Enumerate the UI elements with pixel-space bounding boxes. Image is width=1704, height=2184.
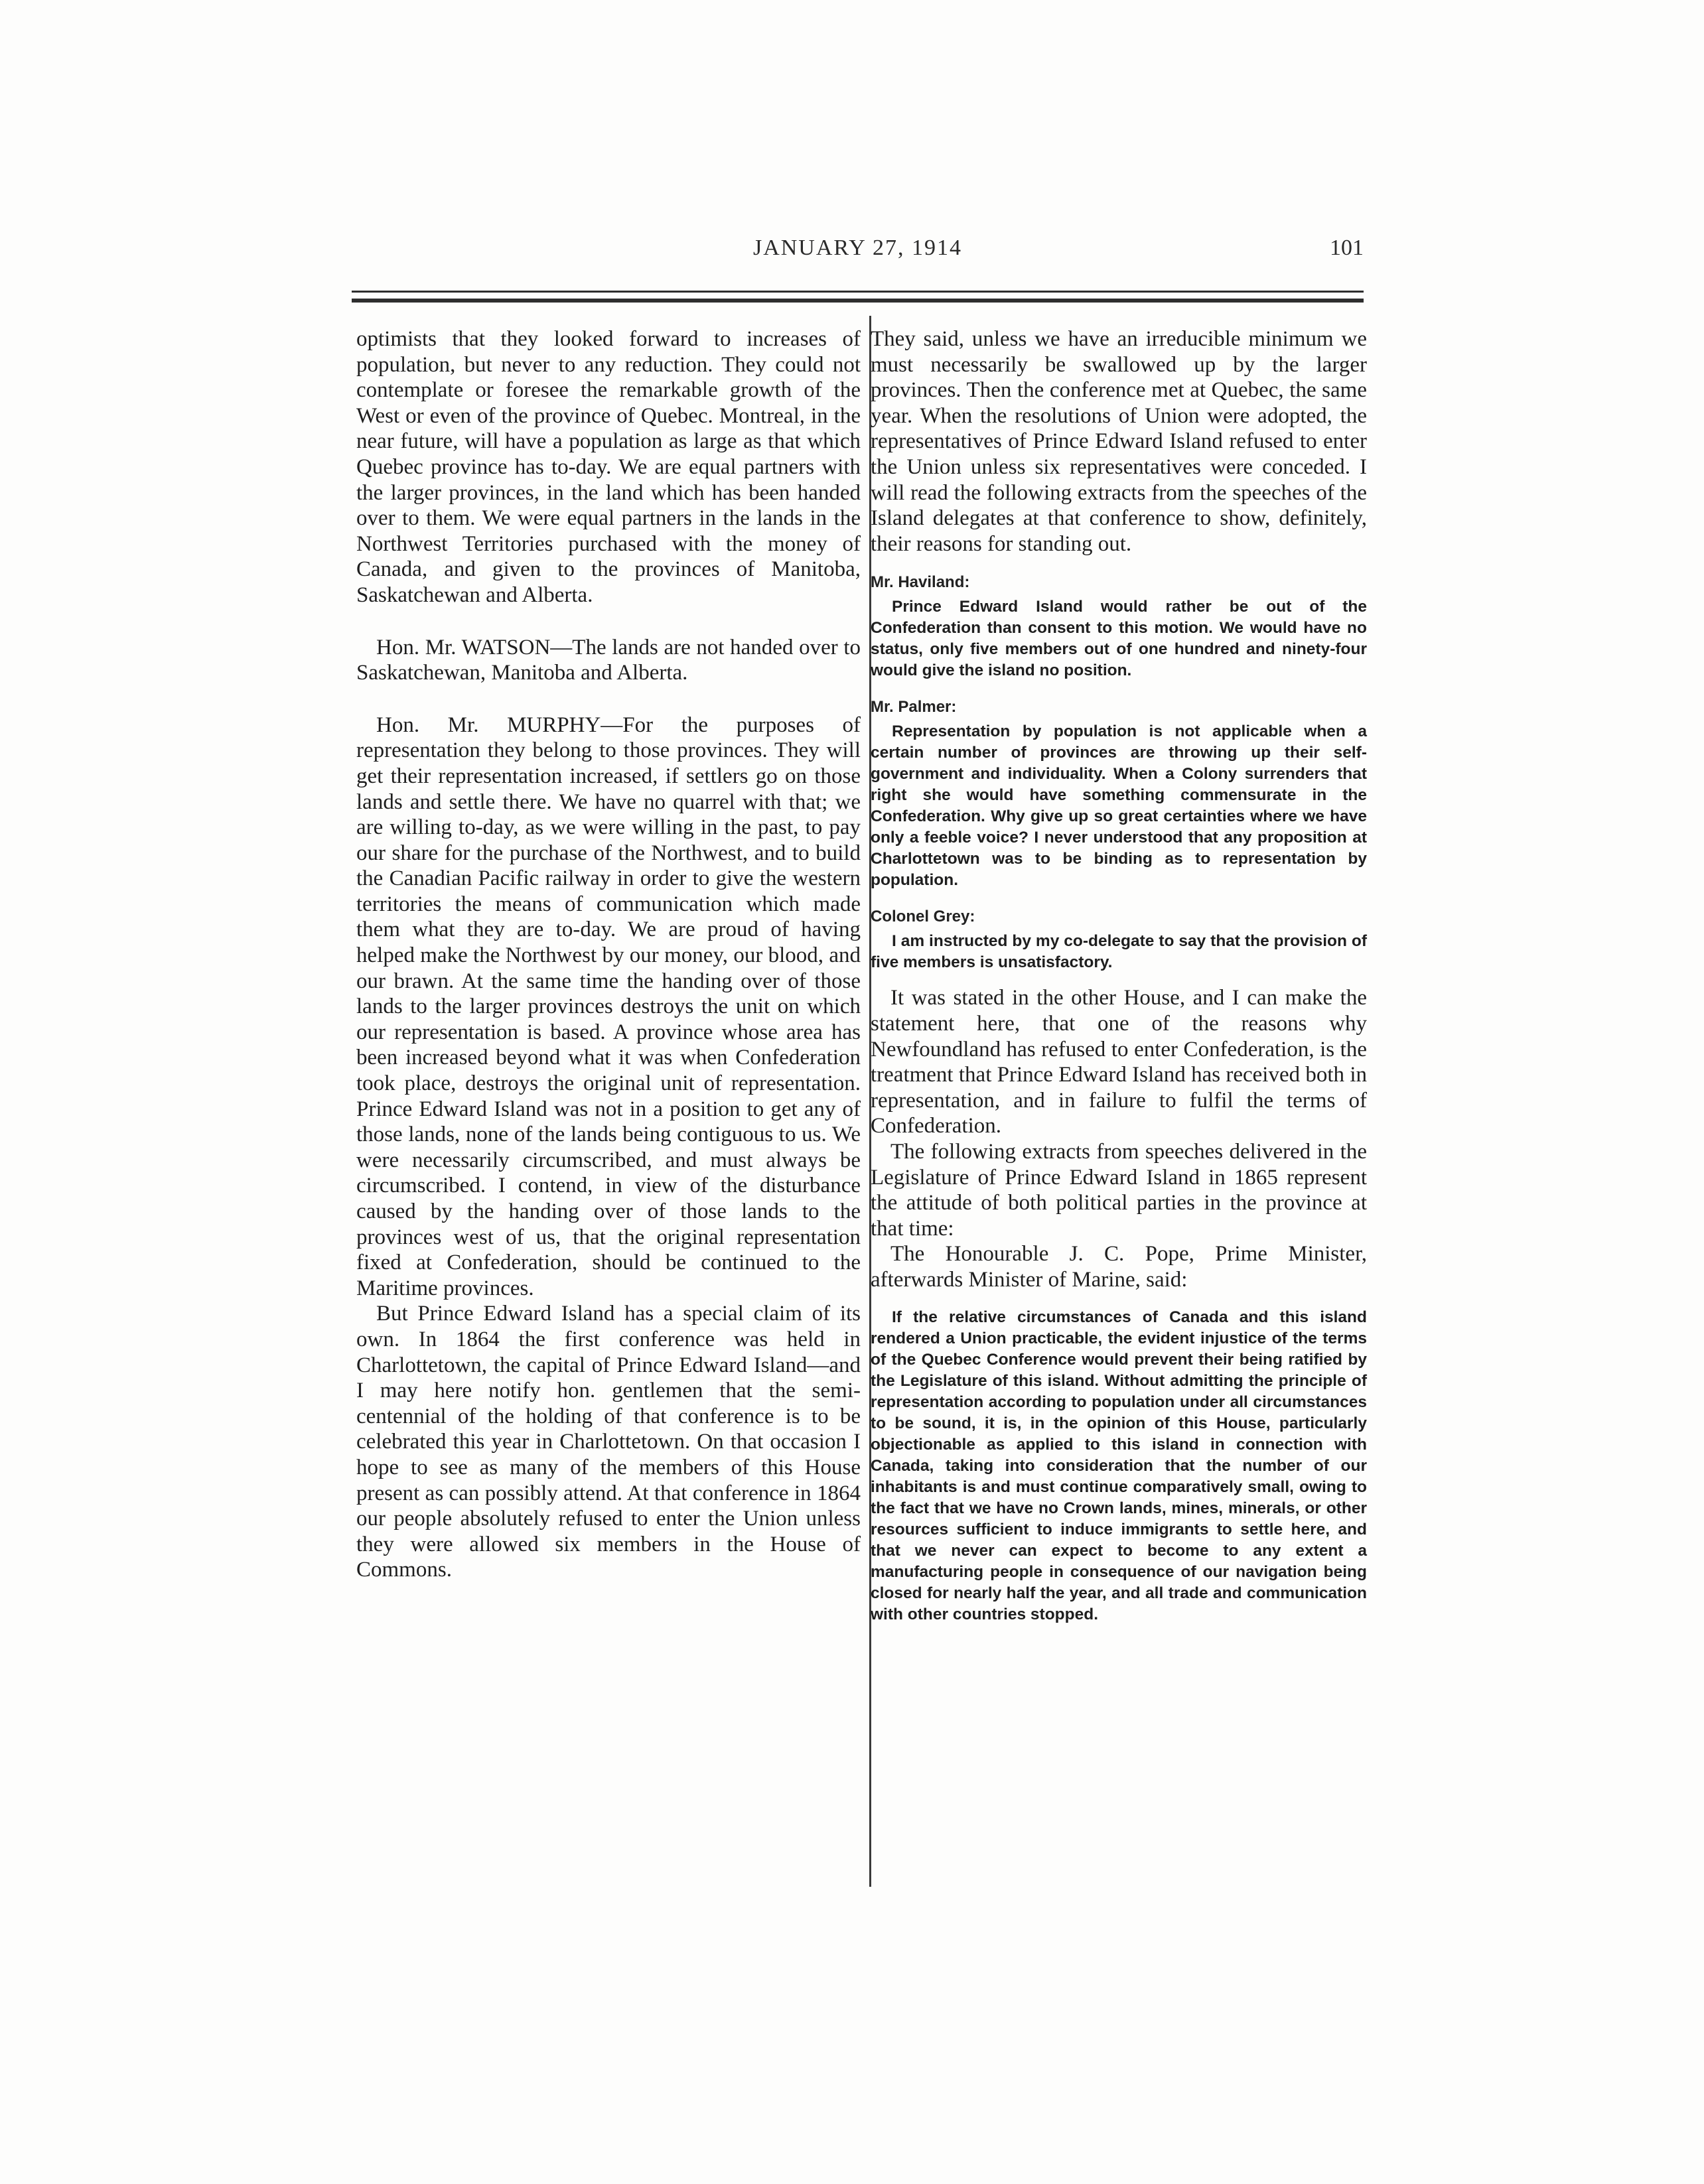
page-header: [352, 236, 1364, 275]
header-rule-thick: [352, 299, 1364, 303]
right-column: [871, 326, 1367, 1625]
right-paragraph-newfoundland: It was stated in the other House, and I can make the statement here, that one of the reasons why Newfoundland has refused to enter Confederation, is the treatment that Prince Edward Island has received both in representation, and in failure to fulfil the terms of Confederation.: [871, 986, 1367, 1138]
quote-pope: If the relative circumstances of Canada and this island rendered a Union practicable, the evident injustice of the terms of the Quebec Conference would prevent their being ratified by the Legislature of this island. Without admitting the principle of representation according to population under all circumstances to be sound, it is, in the opinion of this House, particularly objectionable as applied to this island in connection with Canada, taking into consideration that the number of our inhabitants is and must continue comparatively small, owing to the fact that we have no Crown lands, mines, minerals, or other resources sufficient to induce immigrants to settle here, and that we never can expect to become to any extent a manufacturing people in consequence of our navigation being closed for nearly half the year, and all trade and communication with other countries stopped.: [871, 1308, 1367, 1624]
quote-palmer: Representation by population is not applicable when a certain number of provinces are throwing up their self-government and individuality. When a Colony surrenders that right she would have something commensurate in the Confederation. Why give up so great certainties where we have only a feeble voice? I never understood that any proposition at Charlottetown was to be binding as to representation by population.: [871, 722, 1367, 890]
page-number: 101: [1330, 236, 1364, 260]
right-paragraph-extracts: The following extracts from speeches delivered in the Legislature of Prince Edward Island in 1865 represent the attitude of both political parties in the province at that time:: [871, 1139, 1367, 1241]
header-rule-thin: [352, 291, 1364, 293]
left-paragraph-murphy: Hon. Mr. MURPHY—For the purposes of representation they belong to those provinces. They will get their representation increased, if settlers go on those lands and settle there. We have no quarrel with that; we are willing to-day, as we were willing in the past, to pay our share for the purchase of the Northwest, and to build the Canadian Pacific railway in order to give the western territories the means of communication which made them what they are to-day. We are proud of having helped make the Northwest by our money, our blood, and our brawn. At the same time the handing over of those lands to the larger provinces destroys the unit on which our representation is based. A province whose area has been increased beyond what it was when Confederation took place, destroys the original unit of representation. Prince Edward Island was not in a position to get any of those lands, none of the lands being contiguous to us. We were necessarily circumscribed, and must always be circumscribed. I contend, in view of the disturbance caused by the handing over of those lands to the provinces west of us, that the original representation fixed at Confederation, should be continued to the Maritime provinces.: [356, 713, 861, 1300]
left-paragraph-1: optimists that they looked forward to increases of population, but never to any reduction. They could not contemplate or foresee the remarkable growth of the West or even of the province of Quebec. Montreal, in the near future, will have a population as large as that which Quebec province has to-day. We are equal partners with the larger provinces, in the land which has been handed over to them. We were equal partners in the lands in the Northwest Territories purchased with the money of Canada, and given to the provinces of Manitoba, Saskatchewan and Alberta.: [356, 327, 861, 607]
right-paragraph-1: They said, unless we have an irreducible minimum we must necessarily be swallowed up by the larger provinces. Then the conference met at Quebec, the same year. When the resolutions of Union were adopted, the representatives of Prince Edward Island refused to enter the Union unless six representatives were conceded. I will read the following extracts from the speeches of the Island delegates at that conference to show, definitely, their reasons for standing out.: [871, 327, 1367, 556]
left-paragraph-4: But Prince Edward Island has a special claim of its own. In 1864 the first conference was held in Charlottetown, the capital of Prince Edward Island—and I may here notify hon. gentlemen that the semi-centennial of the holding of that conference is to be celebrated this year in Charlottetown. On that occasion I hope to see as many of the members of this House present as can possibly attend. At that conference in 1864 our people absolutely refused to enter the Union unless they were allowed six members in the House of Commons.: [356, 1302, 861, 1582]
speaker-palmer: Mr. Palmer:: [871, 698, 957, 717]
quote-haviland: Prince Edward Island would rather be out of the Confederation than consent to this motion. We would have no status, only five members out of one hundred and ninety-four would give the island no position.: [871, 598, 1367, 680]
left-column: [356, 326, 861, 1583]
page-date: JANUARY 27, 1914: [752, 236, 963, 260]
quote-grey: I am instructed by my co-delegate to say that the provision of five members is unsatisfactory.: [871, 932, 1367, 972]
left-paragraph-watson: Hon. Mr. WATSON—The lands are not handed over to Saskatchewan, Manitoba and Alberta.: [356, 635, 861, 685]
right-paragraph-pope: The Honourable J. C. Pope, Prime Minister, afterwards Minister of Marine, said:: [871, 1242, 1367, 1292]
speaker-grey: Colonel Grey:: [871, 908, 975, 926]
speaker-haviland: Mr. Haviland:: [871, 573, 970, 592]
